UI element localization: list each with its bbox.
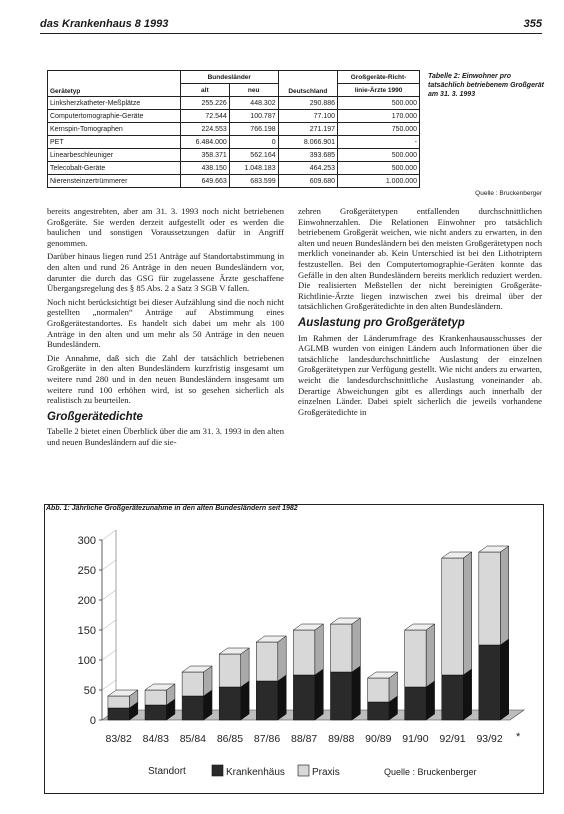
table-row (48, 110, 420, 123)
bar-krankenhaus (442, 669, 472, 720)
cell-richt: 500.000 (338, 149, 420, 162)
legend-label-praxis: Praxis (312, 767, 340, 778)
cell-alt: 72.544 (180, 110, 229, 123)
th-neu: neu (229, 84, 278, 97)
grid-diag (102, 620, 116, 630)
table-row (48, 123, 420, 136)
x-tick-label: 91/90 (402, 733, 429, 745)
th-alt: alt (180, 84, 229, 97)
table-row (48, 136, 420, 149)
header-rule (40, 33, 542, 34)
cell-richt: 500.000 (338, 162, 420, 175)
cell-richt: - (338, 136, 420, 149)
x-tick-label: 86/85 (216, 733, 244, 745)
bar-krankenhaus (256, 675, 286, 720)
bar-krankenhaus (330, 666, 360, 720)
cell-type: Linearbeschleuniger (48, 149, 181, 162)
th-geraetetyp: Gerätetyp (48, 71, 181, 97)
x-tick-label: 85/84 (179, 733, 207, 745)
cell-alt: 255.226 (180, 97, 229, 110)
grid-diag (102, 680, 116, 690)
legend-label-krankenhaus: Krankenhäus (226, 767, 285, 778)
grid-diag (102, 530, 116, 540)
cell-type: PET (48, 136, 181, 149)
th-deutschland: Deutschland (278, 71, 337, 97)
bar-praxis (108, 690, 138, 708)
cell-alt: 6.484.000 (180, 136, 229, 149)
paragraph: Darüber hinaus liegen rund 251 Anträge auf Standortabstimmung in den alten und rund 26 Anträge in den neuen Bundesländern vor, darunter die durch das GSG für zugelassene Ärzte geschaffene Übergangsregelung des § 85 Abs. 2 a Satz 3 SGB V fallen. (47, 251, 284, 294)
y-tick-label: 250 (77, 565, 96, 577)
table-einwohner-pro-geraet (47, 70, 420, 188)
grid-diag (102, 590, 116, 600)
y-tick-label: 200 (77, 595, 96, 607)
x-tick-label: 93/92 (476, 733, 503, 745)
bar-praxis (219, 648, 249, 687)
paragraph: Die Annahme, daß sich die Zahl der tatsächlich betriebenen Großgeräte in den alten Bundesländern kurzfristig insgesamt um weitere rund 280 und in den neuen Bundesländern insgesamt um weitere rund 100 erhöhen wird, ist so gesehen sicherlich als realistisch zu beurteilen. (47, 352, 284, 406)
legend-swatch-krankenhaus (212, 765, 223, 776)
cell-alt: 649.663 (180, 175, 229, 188)
cell-richt: 500.000 (338, 97, 420, 110)
paragraph: Tabelle 2 bietet einen Überblick über die am 31. 3. 1993 in den alten und neuen Bundesländern auf die sie- (47, 426, 284, 447)
cell-alt: 224.553 (180, 123, 229, 136)
cell-de: 609.680 (278, 175, 337, 188)
cell-de: 77.100 (278, 110, 337, 123)
left-column (47, 206, 284, 450)
right-column (298, 206, 542, 420)
x-tick-label: 89/88 (328, 733, 355, 745)
bar-krankenhaus (479, 639, 509, 720)
cell-type: Kernspin-Tomographen (48, 123, 181, 136)
cell-type: Linksherzkatheter-Meßplätze (48, 97, 181, 110)
cell-type: Nierensteinzertrümmerer (48, 175, 181, 188)
cell-alt: 358.371 (180, 149, 229, 162)
th-richtlinie-b: linie-Ärzte 1990 (338, 84, 420, 97)
bar-praxis (405, 624, 435, 687)
cell-neu: 562.164 (229, 149, 278, 162)
table-row (48, 97, 420, 110)
grid-diag (102, 560, 116, 570)
th-richtlinie-a: Großgeräte-Richt- (338, 71, 420, 84)
section-heading: Auslastung pro Großgerätetyp (298, 316, 465, 329)
x-tick-label: 90/89 (365, 733, 392, 745)
cell-richt: 750.000 (338, 123, 420, 136)
x-tick-label: 92/91 (439, 733, 466, 745)
grid-diag (102, 650, 116, 660)
x-tick-label: 84/83 (142, 733, 169, 745)
legend-swatch-praxis (298, 765, 309, 776)
th-bundeslaender: Bundesländer (180, 71, 278, 84)
y-tick-label: 50 (83, 685, 96, 697)
footnote-marker: * (516, 731, 521, 743)
x-tick-label: 87/86 (253, 733, 281, 745)
table-row (48, 162, 420, 175)
bar-praxis (256, 636, 286, 681)
stacked-bar-chart (44, 514, 542, 792)
bar-praxis (182, 666, 212, 696)
cell-type: Telecobalt-Geräte (48, 162, 181, 175)
figure-caption: Abb. 1: Jährliche Großgerätezunahme in den alten Bundesländern seit 1982 (46, 505, 298, 512)
y-tick-label: 100 (77, 655, 96, 667)
cell-richt: 1.000.000 (338, 175, 420, 188)
paragraph: zehren Großgerätetypen entfallenden durchschnittlichen Einwohnerzahlen. Die Relationen Einwohner pro tatsächlich betriebenem Großgerät weichen, wie nicht anders zu erwarten, in den alten und neuen Bundesländern bei den meisten Großgerätetypen noch merklich voneinander ab. Kein Unterschied ist bei den Lithotriptern festzustellen. Bei den Computertomographie-Geräten konnte das Gefälle in den alten Bundesländern bereits merklich reduziert werden. Die realisierten Meßstellen der nicht bereinigten Großgeräte-Richtlinie-Ärzte liegen inzwischen zwei bis dreimal über der tatsächlichen Großgerätedichte in den alten Bundesländern. (298, 206, 542, 312)
cell-de: 271.197 (278, 123, 337, 136)
table-row (48, 175, 420, 188)
cell-neu: 1.048.183 (229, 162, 278, 175)
cell-neu: 683.599 (229, 175, 278, 188)
table-row (48, 149, 420, 162)
paragraph: Im Rahmen der Länderumfrage des Krankenhausausschusses der AGLMB wurden von einigen Ländern auch Informationen über die tatsächliche landesdurchschnittliche Auslastung der einzelnen Großgerätetypen zur Verfügung gestellt. Wie nicht anders zu erwarten, weicht die landesdurchschnittliche Auslastung voneinander ab. Derartige Abweichungen gibt es allerdings auch innerhalb der einzelnen Länder. Dabei spielt sicherlich die jeweils vorhandene Großgerätedichte in (298, 332, 542, 417)
cell-de: 290.886 (278, 97, 337, 110)
y-tick-label: 300 (77, 535, 96, 547)
bar-praxis (368, 672, 398, 702)
bar-krankenhaus (293, 669, 323, 720)
legend-prefix: Standort (148, 766, 186, 777)
bar-praxis (145, 684, 175, 705)
x-tick-label: 88/87 (291, 733, 318, 745)
cell-alt: 438.150 (180, 162, 229, 175)
bar-praxis (479, 546, 509, 645)
y-tick-label: 150 (77, 625, 96, 637)
table-caption: Tabelle 2: Einwohner pro tatsächlich betriebenem Großgerät am 31. 3. 1993 (428, 73, 544, 98)
cell-type: Computertomographie-Geräte (48, 110, 181, 123)
cell-richt: 170.000 (338, 110, 420, 123)
cell-de: 8.066.901 (278, 136, 337, 149)
cell-de: 464.253 (278, 162, 337, 175)
paragraph: Noch nicht berücksichtigt bei dieser Aufzählung sind die noch nicht gestellten „normalen“ Anträge auf Abstimmung eines Großgerätestandortes. Es handelt sich dabei um mehr als 100 Anträge in den alten und um mehr als 50 Anträge in den neuen Bundesländern. (47, 296, 284, 350)
x-tick-label: 83/82 (105, 733, 132, 745)
figure-source: Quelle : Bruckenberger (384, 767, 477, 777)
cell-neu: 448.302 (229, 97, 278, 110)
cell-neu: 0 (229, 136, 278, 149)
cell-neu: 766.198 (229, 123, 278, 136)
section-heading: Großgerätedichte (47, 410, 143, 423)
page-number: 355 (523, 18, 542, 30)
bar-praxis (330, 618, 360, 672)
table-source: Quelle : Bruckenberger (475, 190, 542, 197)
paragraph: bereits angestrebten, aber am 31. 3. 1993 noch nicht betriebenen Großgeräte. Sie werden derzeit aufgestellt oder es werden die baulichen und sonstigen Voraussetzungen dafür in Angriff genommen. (47, 206, 284, 248)
bar-praxis (442, 552, 472, 675)
cell-neu: 100.787 (229, 110, 278, 123)
running-header-left: das Krankenhaus 8 1993 (40, 18, 169, 30)
cell-de: 393.685 (278, 149, 337, 162)
y-tick-label: 0 (89, 715, 96, 727)
bar-praxis (293, 624, 323, 675)
